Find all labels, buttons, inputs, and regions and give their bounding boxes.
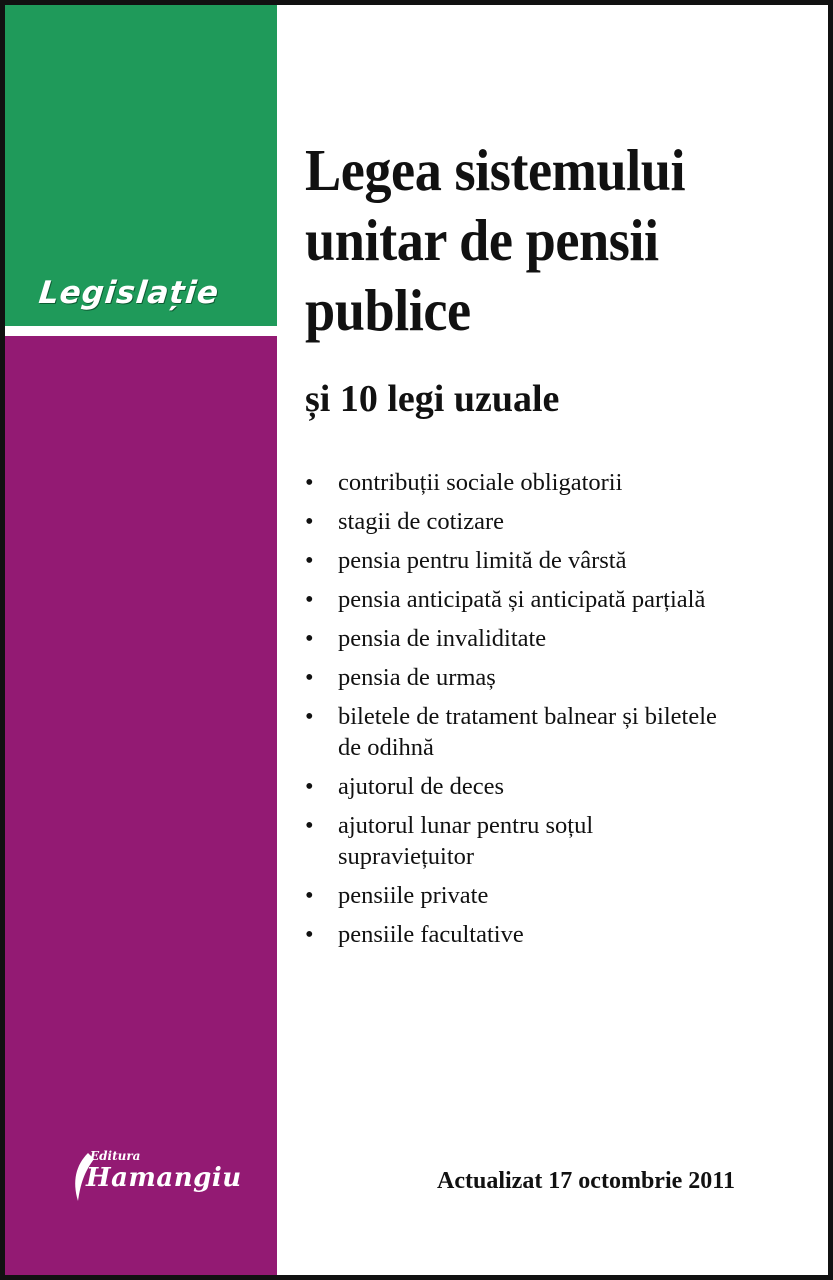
- book-cover: [5, 5, 828, 1275]
- title-line-3: publice: [305, 277, 471, 343]
- topic-text: pensiile facultative: [338, 921, 524, 948]
- list-item: [301, 506, 821, 537]
- list-item: [301, 662, 821, 693]
- list-item: [301, 545, 821, 576]
- series-label: Legislație: [37, 275, 221, 311]
- title-line-1: Legea sistemului: [305, 137, 686, 203]
- topic-text: pensia de invaliditate: [338, 625, 547, 652]
- bullet-icon: •: [305, 508, 314, 535]
- topics-list: [301, 467, 821, 958]
- bullet-icon: •: [305, 703, 314, 730]
- white-divider: [5, 326, 277, 336]
- topic-text: pensia anticipată și anticipată parțială: [338, 586, 706, 613]
- topic-text: pensiile private: [338, 882, 489, 909]
- topic-text: pensia de urmaș: [338, 664, 496, 691]
- bullet-icon: •: [305, 812, 314, 839]
- list-item: [301, 919, 821, 950]
- list-item: [301, 810, 698, 872]
- list-item: [301, 467, 821, 498]
- topic-text: biletele de tratament balnear și biletele de odihnă: [338, 703, 717, 761]
- bullet-icon: •: [305, 586, 314, 613]
- book-subtitle: și 10 legi uzuale: [305, 378, 560, 420]
- purple-color-band: [5, 336, 277, 1275]
- bullet-icon: •: [305, 547, 314, 574]
- bullet-icon: •: [305, 469, 314, 496]
- bullet-icon: •: [305, 773, 314, 800]
- list-item: [301, 880, 821, 911]
- topic-text: pensia pentru limită de vârstă: [338, 547, 627, 574]
- bullet-icon: •: [305, 882, 314, 909]
- bullet-icon: •: [305, 664, 314, 691]
- topic-text: stagii de cotizare: [338, 508, 504, 535]
- list-item: [301, 584, 821, 615]
- title-line-2: unitar de pensii: [305, 207, 659, 273]
- update-note: Actualizat 17 octombrie 2011: [437, 1168, 735, 1194]
- topic-text: ajutorul lunar pentru soțul supraviețuitor: [338, 812, 594, 870]
- publisher-small-label: Editura: [90, 1149, 141, 1163]
- publisher-name: Hamangiu: [86, 1163, 242, 1193]
- list-item: [301, 771, 821, 802]
- topic-text: contribuții sociale obligatorii: [338, 469, 623, 496]
- bullet-icon: •: [305, 625, 314, 652]
- topic-text: ajutorul de deces: [338, 773, 504, 800]
- book-title: [305, 135, 765, 345]
- list-item: [301, 701, 733, 763]
- list-item: [301, 623, 821, 654]
- publisher-logo: [68, 1147, 258, 1203]
- bullet-icon: •: [305, 921, 314, 948]
